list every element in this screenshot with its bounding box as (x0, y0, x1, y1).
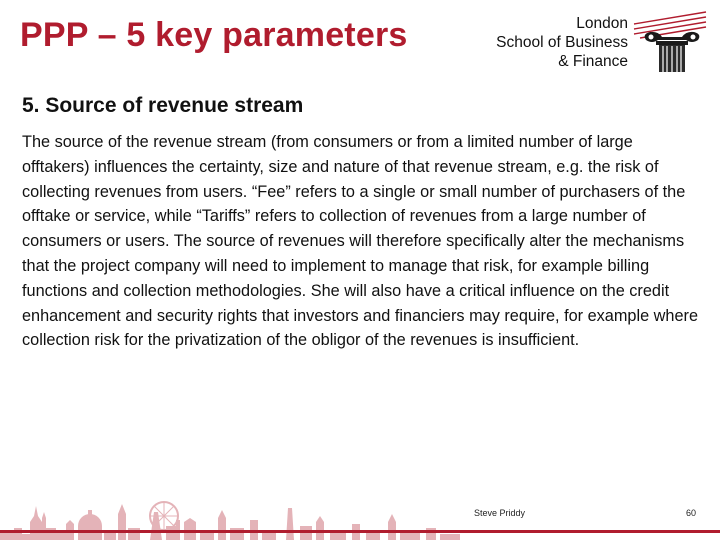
footer-divider (0, 530, 720, 533)
logo-text (496, 14, 628, 71)
school-logo (496, 10, 712, 74)
page-number: 60 (685, 508, 696, 518)
logo-line-school: School of Business (496, 34, 628, 51)
footer-author: Steve Priddy (474, 508, 526, 518)
slide-title: PPP – 5 key parameters (20, 16, 408, 54)
section-heading: 5. Source of revenue stream (22, 94, 304, 117)
logo-line-london: London (576, 15, 628, 32)
logo-line-finance: & Finance (558, 53, 628, 70)
column-capital-icon (632, 10, 708, 72)
body-paragraph: The source of the revenue stream (from consumers or from a limited number of large offtakers) influences the certainty, size and nature of that revenue stream, e.g. the risk of collecting revenues from users. “Fee” refers to a single or small number of purchasers of the offtake or service, while “Tariffs” refers to collection of revenues from a large number of consumers or users. The source of revenues will therefore specifically alter the mechanisms that the project company will need to implement to manage that risk, for example billing functions and collection methodologies. She will also have a critical influence on the credit enhancement and security rights that investors and financiers may require, for example where collection risk for the privatization of the obligor of the revenues is insufficient. (22, 133, 699, 350)
